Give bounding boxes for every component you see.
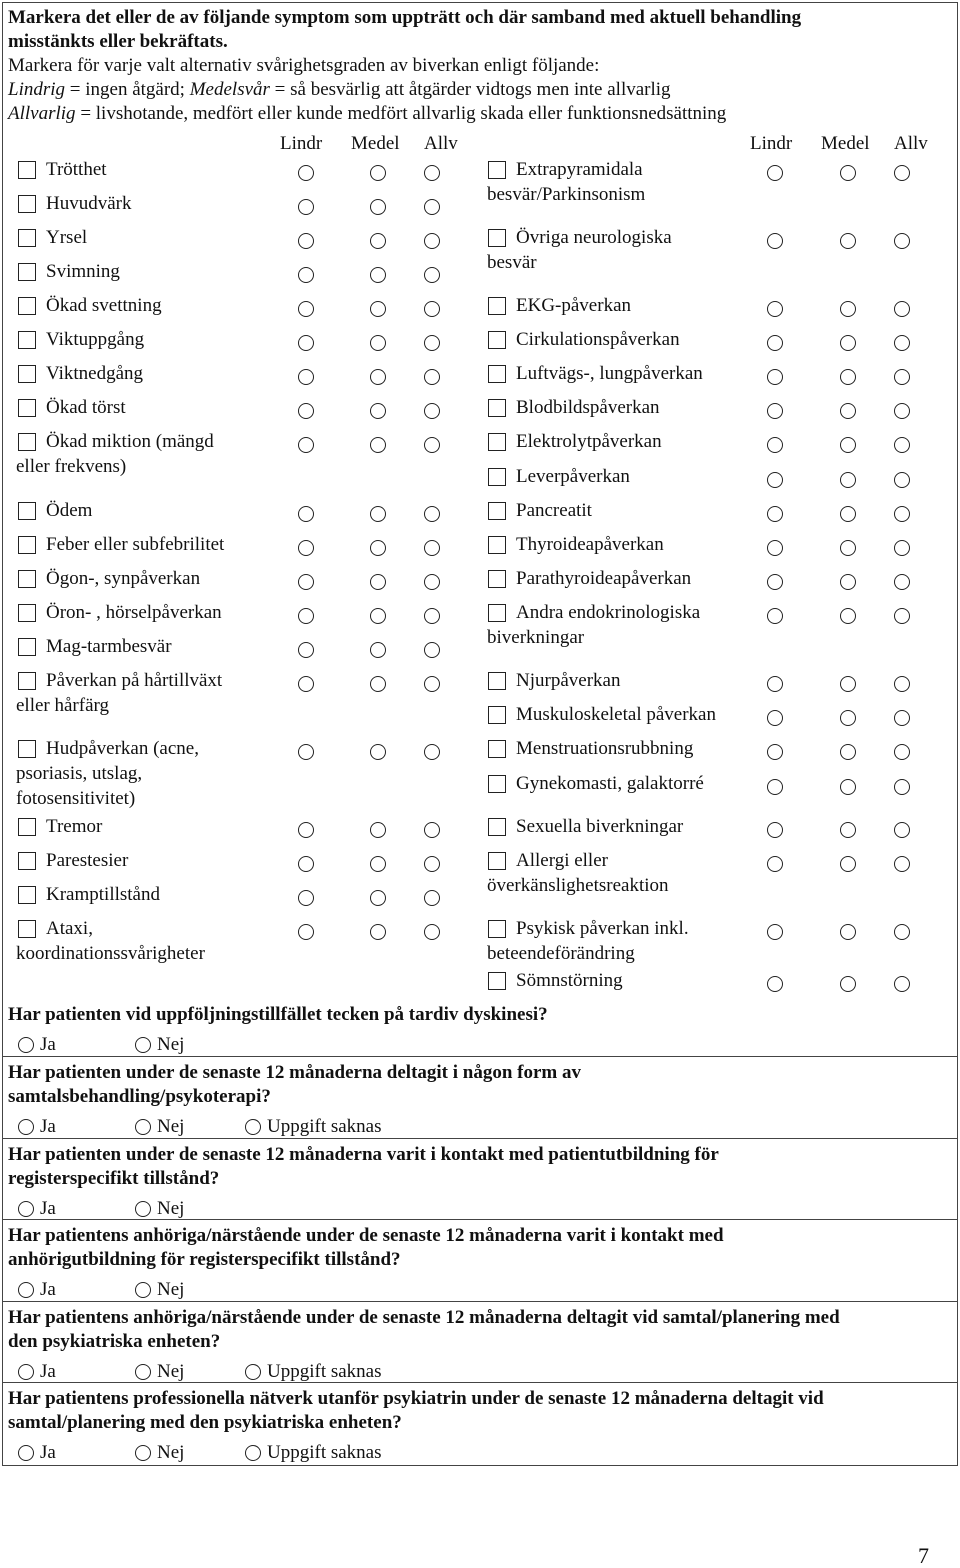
question-text: den psykiatriska enheten? bbox=[8, 1331, 221, 1352]
col-header-medel-left: Medel bbox=[351, 133, 400, 154]
severity-allv-radio[interactable] bbox=[894, 437, 910, 453]
severity-allv-radio[interactable] bbox=[894, 676, 910, 692]
severity-allv-radio[interactable] bbox=[424, 540, 440, 556]
severity-medel-radio[interactable] bbox=[370, 676, 386, 692]
left-symptom-checkbox[interactable] bbox=[18, 297, 36, 315]
answer-radio[interactable] bbox=[135, 1364, 151, 1380]
left-symptom-label: Ökad miktion (mängd bbox=[46, 431, 214, 452]
severity-medel-radio[interactable] bbox=[840, 608, 856, 624]
left-symptom-label: Öron- , hörselpåverkan bbox=[46, 602, 222, 623]
right-symptom-checkbox[interactable] bbox=[488, 536, 506, 554]
severity-allv-radio[interactable] bbox=[894, 924, 910, 940]
right-symptom-checkbox[interactable] bbox=[488, 972, 506, 990]
left-symptom-label: Mag-tarmbesvär bbox=[46, 636, 172, 657]
right-symptom-label: Allergi eller bbox=[516, 850, 608, 871]
severity-medel-radio[interactable] bbox=[840, 437, 856, 453]
severity-allv-radio[interactable] bbox=[894, 301, 910, 317]
severity-allv-radio[interactable] bbox=[424, 267, 440, 283]
severity-medel-radio[interactable] bbox=[370, 233, 386, 249]
right-symptom-label: Luftvägs-, lungpåverkan bbox=[516, 363, 703, 384]
severity-lindr-radio[interactable] bbox=[767, 506, 783, 522]
severity-medel-radio[interactable] bbox=[370, 165, 386, 181]
answer-label: Ja bbox=[40, 1034, 56, 1055]
severity-allv-radio[interactable] bbox=[894, 976, 910, 992]
answer-radio[interactable] bbox=[18, 1364, 34, 1380]
severity-medel-radio[interactable] bbox=[370, 301, 386, 317]
page-number: 7 bbox=[918, 1543, 929, 1568]
severity-medel-radio[interactable] bbox=[840, 301, 856, 317]
answer-radio[interactable] bbox=[18, 1119, 34, 1135]
intro-line-3: Markera för varje valt alternativ svårighetsgraden av biverkan enligt följande: bbox=[8, 55, 600, 76]
right-symptom-checkbox[interactable] bbox=[488, 502, 506, 520]
left-symptom-label: Tremor bbox=[46, 816, 103, 837]
left-symptom-checkbox[interactable] bbox=[18, 638, 36, 656]
right-symptom-checkbox[interactable] bbox=[488, 740, 506, 758]
severity-lindr-radio[interactable] bbox=[767, 676, 783, 692]
severity-medel-radio[interactable] bbox=[840, 822, 856, 838]
left-symptom-label: Viktuppgång bbox=[46, 329, 145, 350]
severity-allv-radio[interactable] bbox=[894, 608, 910, 624]
severity-lindr-radio[interactable] bbox=[298, 233, 314, 249]
severity-medel-radio[interactable] bbox=[840, 165, 856, 181]
severity-medel-radio[interactable] bbox=[840, 779, 856, 795]
severity-lindr-radio[interactable] bbox=[767, 976, 783, 992]
right-symptom-checkbox[interactable] bbox=[488, 331, 506, 349]
severity-medel-radio[interactable] bbox=[370, 199, 386, 215]
right-symptom-label: biverkningar bbox=[487, 627, 585, 648]
severity-lindr-radio[interactable] bbox=[767, 403, 783, 419]
answer-label: Ja bbox=[40, 1361, 56, 1382]
section-divider bbox=[2, 1138, 958, 1139]
right-symptom-label: EKG-påverkan bbox=[516, 295, 632, 316]
severity-lindr-radio[interactable] bbox=[298, 437, 314, 453]
severity-lindr-radio[interactable] bbox=[767, 924, 783, 940]
right-symptom-checkbox[interactable] bbox=[488, 399, 506, 417]
severity-medel-radio[interactable] bbox=[370, 506, 386, 522]
answer-label: Nej bbox=[157, 1034, 185, 1055]
severity-lindr-radio[interactable] bbox=[767, 165, 783, 181]
left-symptom-checkbox[interactable] bbox=[18, 672, 36, 690]
severity-allv-radio[interactable] bbox=[424, 642, 440, 658]
severity-allv-radio[interactable] bbox=[424, 676, 440, 692]
answer-radio[interactable] bbox=[135, 1201, 151, 1217]
left-symptom-label: Viktnedgång bbox=[46, 363, 144, 384]
severity-medel-radio[interactable] bbox=[370, 540, 386, 556]
severity-lindr-radio[interactable] bbox=[767, 744, 783, 760]
severity-medel-radio[interactable] bbox=[370, 608, 386, 624]
severity-allv-radio[interactable] bbox=[894, 744, 910, 760]
severity-medel-radio[interactable] bbox=[370, 267, 386, 283]
right-symptom-label: Njurpåverkan bbox=[516, 670, 621, 691]
answer-radio[interactable] bbox=[135, 1282, 151, 1298]
answer-radio[interactable] bbox=[245, 1445, 261, 1461]
left-symptom-label: Yrsel bbox=[46, 227, 88, 248]
severity-lindr-radio[interactable] bbox=[767, 233, 783, 249]
severity-medel-radio[interactable] bbox=[840, 540, 856, 556]
right-symptom-label: Pancreatit bbox=[516, 500, 592, 521]
right-symptom-checkbox[interactable] bbox=[488, 433, 506, 451]
severity-lindr-radio[interactable] bbox=[767, 335, 783, 351]
severity-lindr-radio[interactable] bbox=[298, 301, 314, 317]
right-symptom-checkbox[interactable] bbox=[488, 570, 506, 588]
answer-radio[interactable] bbox=[245, 1364, 261, 1380]
right-symptom-checkbox[interactable] bbox=[488, 818, 506, 836]
right-symptom-checkbox[interactable] bbox=[488, 365, 506, 383]
left-symptom-label: Ataxi, bbox=[46, 918, 93, 939]
severity-allv-radio[interactable] bbox=[894, 710, 910, 726]
severity-medel-radio[interactable] bbox=[370, 403, 386, 419]
question-text: Har patienten vid uppföljningstillfället tecken på tardiv dyskinesi? bbox=[8, 1004, 548, 1025]
severity-medel-radio[interactable] bbox=[370, 822, 386, 838]
severity-allv-radio[interactable] bbox=[424, 608, 440, 624]
medelsvar-def: = så besvärlig att åtgärder vidtogs men inte allvarlig bbox=[269, 79, 671, 100]
severity-allv-radio[interactable] bbox=[894, 779, 910, 795]
right-symptom-checkbox[interactable] bbox=[488, 229, 506, 247]
right-symptom-label: Andra endokrinologiska bbox=[516, 602, 701, 623]
question-text: Har patientens anhöriga/närstående under de senaste 12 månaderna varit i kontakt med bbox=[8, 1225, 724, 1246]
severity-allv-radio[interactable] bbox=[424, 890, 440, 906]
answer-label: Ja bbox=[40, 1116, 56, 1137]
intro-line-5 bbox=[8, 102, 726, 126]
section-divider bbox=[2, 1301, 958, 1302]
severity-medel-radio[interactable] bbox=[370, 574, 386, 590]
severity-allv-radio[interactable] bbox=[424, 335, 440, 351]
right-symptom-checkbox[interactable] bbox=[488, 706, 506, 724]
allvarlig-def: = livshotande, medfört eller kunde medfört allvarlig skada eller funktionsnedsättning bbox=[75, 103, 727, 124]
col-header-medel-right: Medel bbox=[821, 133, 870, 154]
severity-lindr-radio[interactable] bbox=[298, 856, 314, 872]
left-symptom-label: Feber eller subfebrilitet bbox=[46, 534, 225, 555]
right-symptom-label: Leverpåverkan bbox=[516, 466, 630, 487]
right-symptom-checkbox[interactable] bbox=[488, 852, 506, 870]
answer-label: Nej bbox=[157, 1279, 185, 1300]
right-symptom-label: Övriga neurologiska bbox=[516, 227, 672, 248]
right-symptom-label: Elektrolytpåverkan bbox=[516, 431, 662, 452]
answer-label: Uppgift saknas bbox=[267, 1116, 382, 1137]
right-symptom-label: Parathyroideapåverkan bbox=[516, 568, 692, 589]
severity-lindr-radio[interactable] bbox=[298, 540, 314, 556]
severity-lindr-radio[interactable] bbox=[298, 369, 314, 385]
severity-lindr-radio[interactable] bbox=[767, 779, 783, 795]
severity-allv-radio[interactable] bbox=[894, 472, 910, 488]
answer-radio[interactable] bbox=[245, 1119, 261, 1135]
left-symptom-checkbox[interactable] bbox=[18, 195, 36, 213]
severity-lindr-radio[interactable] bbox=[298, 608, 314, 624]
severity-medel-radio[interactable] bbox=[370, 890, 386, 906]
severity-lindr-radio[interactable] bbox=[298, 335, 314, 351]
right-symptom-checkbox[interactable] bbox=[488, 775, 506, 793]
severity-allv-radio[interactable] bbox=[424, 822, 440, 838]
lindrig-def: = ingen åtgärd; bbox=[65, 79, 190, 100]
left-symptom-label: Ödem bbox=[46, 500, 93, 521]
right-symptom-checkbox[interactable] bbox=[488, 297, 506, 315]
severity-allv-radio[interactable] bbox=[894, 165, 910, 181]
severity-allv-radio[interactable] bbox=[424, 301, 440, 317]
severity-medel-radio[interactable] bbox=[840, 574, 856, 590]
right-symptom-checkbox[interactable] bbox=[488, 161, 506, 179]
answer-radio[interactable] bbox=[135, 1445, 151, 1461]
answer-label: Nej bbox=[157, 1442, 185, 1463]
severity-medel-radio[interactable] bbox=[840, 744, 856, 760]
severity-medel-radio[interactable] bbox=[840, 856, 856, 872]
severity-medel-radio[interactable] bbox=[370, 335, 386, 351]
left-symptom-checkbox[interactable] bbox=[18, 433, 36, 451]
severity-allv-radio[interactable] bbox=[894, 369, 910, 385]
right-symptom-checkbox[interactable] bbox=[488, 468, 506, 486]
left-symptom-checkbox[interactable] bbox=[18, 399, 36, 417]
left-symptom-label: Parestesier bbox=[46, 850, 129, 871]
severity-allv-radio[interactable] bbox=[894, 574, 910, 590]
left-symptom-checkbox[interactable] bbox=[18, 365, 36, 383]
right-symptom-label: beteendeförändring bbox=[487, 943, 635, 964]
left-symptom-label: eller hårfärg bbox=[16, 695, 110, 716]
intro-line-4 bbox=[8, 78, 671, 102]
left-symptom-label: Hudpåverkan (acne, bbox=[46, 738, 199, 759]
left-symptom-label: Trötthet bbox=[46, 159, 107, 180]
left-symptom-checkbox[interactable] bbox=[18, 502, 36, 520]
severity-lindr-radio[interactable] bbox=[298, 165, 314, 181]
left-symptom-checkbox[interactable] bbox=[18, 263, 36, 281]
severity-lindr-radio[interactable] bbox=[767, 856, 783, 872]
left-symptom-label: Ökad törst bbox=[46, 397, 126, 418]
severity-medel-radio[interactable] bbox=[370, 437, 386, 453]
question-text: Har patientens anhöriga/närstående under de senaste 12 månaderna deltagit vid samtal/planering med bbox=[8, 1307, 840, 1328]
severity-allv-radio[interactable] bbox=[894, 856, 910, 872]
right-symptom-label: Blodbildspåverkan bbox=[516, 397, 660, 418]
severity-allv-radio[interactable] bbox=[424, 744, 440, 760]
right-symptom-label: Cirkulationspåverkan bbox=[516, 329, 680, 350]
severity-allv-radio[interactable] bbox=[424, 233, 440, 249]
right-symptom-label: Muskuloskeletal påverkan bbox=[516, 704, 716, 725]
left-symptom-label: fotosensitivitet) bbox=[16, 788, 136, 809]
left-symptom-checkbox[interactable] bbox=[18, 740, 36, 758]
col-header-allv-right: Allv bbox=[894, 133, 928, 154]
severity-lindr-radio[interactable] bbox=[767, 301, 783, 317]
question-text: samtal/planering med den psykiatriska enheten? bbox=[8, 1412, 402, 1433]
severity-lindr-radio[interactable] bbox=[298, 506, 314, 522]
answer-radio[interactable] bbox=[18, 1282, 34, 1298]
left-symptom-checkbox[interactable] bbox=[18, 818, 36, 836]
severity-allv-radio[interactable] bbox=[894, 506, 910, 522]
answer-radio[interactable] bbox=[18, 1037, 34, 1053]
question-text: Har patientens professionella nätverk utanför psykiatrin under de senaste 12 månaderna deltagit vid bbox=[8, 1388, 824, 1409]
severity-lindr-radio[interactable] bbox=[298, 199, 314, 215]
question-text: anhörigutbildning för registerspecifikt tillstånd? bbox=[8, 1249, 401, 1270]
answer-label: Ja bbox=[40, 1442, 56, 1463]
answer-label: Nej bbox=[157, 1361, 185, 1382]
left-symptom-label: Huvudvärk bbox=[46, 193, 132, 214]
severity-medel-radio[interactable] bbox=[370, 642, 386, 658]
severity-allv-radio[interactable] bbox=[424, 199, 440, 215]
left-symptom-checkbox[interactable] bbox=[18, 331, 36, 349]
right-symptom-label: Thyroideapåverkan bbox=[516, 534, 664, 555]
intro-line-2: misstänkts eller bekräftats. bbox=[8, 31, 228, 52]
severity-allv-radio[interactable] bbox=[424, 403, 440, 419]
section-divider bbox=[2, 1056, 958, 1057]
severity-lindr-radio[interactable] bbox=[298, 642, 314, 658]
severity-medel-radio[interactable] bbox=[840, 369, 856, 385]
right-symptom-checkbox[interactable] bbox=[488, 672, 506, 690]
right-symptom-label: Extrapyramidala bbox=[516, 159, 643, 180]
left-symptom-label: Påverkan på hårtillväxt bbox=[46, 670, 223, 691]
severity-medel-radio[interactable] bbox=[370, 924, 386, 940]
left-symptom-checkbox[interactable] bbox=[18, 536, 36, 554]
left-symptom-label: Svimning bbox=[46, 261, 120, 282]
severity-lindr-radio[interactable] bbox=[298, 822, 314, 838]
severity-lindr-radio[interactable] bbox=[298, 890, 314, 906]
left-symptom-label: Kramptillstånd bbox=[46, 884, 160, 905]
col-header-lindr-left: Lindr bbox=[280, 133, 323, 154]
answer-label: Uppgift saknas bbox=[267, 1361, 382, 1382]
right-symptom-label: Sexuella biverkningar bbox=[516, 816, 684, 837]
severity-allv-radio[interactable] bbox=[424, 574, 440, 590]
left-symptom-label: Ökad svettning bbox=[46, 295, 162, 316]
answer-radio[interactable] bbox=[135, 1037, 151, 1053]
severity-medel-radio[interactable] bbox=[840, 403, 856, 419]
left-symptom-label: Ögon-, synpåverkan bbox=[46, 568, 201, 589]
severity-allv-radio[interactable] bbox=[894, 540, 910, 556]
severity-allv-radio[interactable] bbox=[424, 506, 440, 522]
col-header-allv-left: Allv bbox=[424, 133, 458, 154]
severity-lindr-radio[interactable] bbox=[298, 744, 314, 760]
question-text: samtalsbehandling/psykoterapi? bbox=[8, 1086, 271, 1107]
question-text: Har patienten under de senaste 12 månaderna deltagit i någon form av bbox=[8, 1062, 581, 1083]
left-symptom-checkbox[interactable] bbox=[18, 852, 36, 870]
medelsvar-term: Medelsvår bbox=[189, 79, 270, 100]
severity-medel-radio[interactable] bbox=[840, 506, 856, 522]
answer-radio[interactable] bbox=[18, 1445, 34, 1461]
severity-medel-radio[interactable] bbox=[840, 976, 856, 992]
left-symptom-label: psoriasis, utslag, bbox=[16, 763, 143, 784]
right-symptom-label: besvär/Parkinsonism bbox=[487, 184, 646, 205]
answer-label: Nej bbox=[157, 1116, 185, 1137]
answer-radio[interactable] bbox=[18, 1201, 34, 1217]
severity-lindr-radio[interactable] bbox=[767, 540, 783, 556]
right-symptom-label: överkänslighetsreaktion bbox=[487, 875, 669, 896]
severity-allv-radio[interactable] bbox=[894, 403, 910, 419]
severity-lindr-radio[interactable] bbox=[767, 710, 783, 726]
section-divider bbox=[2, 1219, 958, 1220]
left-symptom-checkbox[interactable] bbox=[18, 229, 36, 247]
severity-lindr-radio[interactable] bbox=[298, 676, 314, 692]
severity-medel-radio[interactable] bbox=[840, 710, 856, 726]
left-symptom-checkbox[interactable] bbox=[18, 570, 36, 588]
severity-medel-radio[interactable] bbox=[840, 233, 856, 249]
severity-medel-radio[interactable] bbox=[840, 924, 856, 940]
left-symptom-checkbox[interactable] bbox=[18, 920, 36, 938]
right-symptom-label: Gynekomasti, galaktorré bbox=[516, 773, 704, 794]
right-symptom-label: besvär bbox=[487, 252, 537, 273]
severity-medel-radio[interactable] bbox=[840, 472, 856, 488]
lindrig-term: Lindrig bbox=[8, 79, 66, 100]
right-symptom-checkbox[interactable] bbox=[488, 604, 506, 622]
severity-medel-radio[interactable] bbox=[840, 335, 856, 351]
severity-allv-radio[interactable] bbox=[424, 369, 440, 385]
severity-lindr-radio[interactable] bbox=[767, 822, 783, 838]
left-symptom-label: koordinationssvårigheter bbox=[16, 943, 205, 964]
question-text: Har patienten under de senaste 12 månaderna varit i kontakt med patientutbildning för bbox=[8, 1144, 719, 1165]
severity-allv-radio[interactable] bbox=[894, 233, 910, 249]
severity-allv-radio[interactable] bbox=[424, 165, 440, 181]
answer-label: Ja bbox=[40, 1279, 56, 1300]
severity-lindr-radio[interactable] bbox=[298, 403, 314, 419]
question-text: registerspecifikt tillstånd? bbox=[8, 1168, 220, 1189]
right-symptom-label: Psykisk påverkan inkl. bbox=[516, 918, 689, 939]
left-symptom-checkbox[interactable] bbox=[18, 886, 36, 904]
allvarlig-term: Allvarlig bbox=[8, 103, 76, 124]
severity-lindr-radio[interactable] bbox=[298, 574, 314, 590]
severity-lindr-radio[interactable] bbox=[767, 574, 783, 590]
severity-allv-radio[interactable] bbox=[424, 437, 440, 453]
severity-medel-radio[interactable] bbox=[370, 369, 386, 385]
severity-medel-radio[interactable] bbox=[370, 744, 386, 760]
answer-label: Ja bbox=[40, 1198, 56, 1219]
severity-lindr-radio[interactable] bbox=[767, 437, 783, 453]
severity-allv-radio[interactable] bbox=[894, 335, 910, 351]
answer-label: Nej bbox=[157, 1198, 185, 1219]
left-symptom-label: eller frekvens) bbox=[16, 456, 127, 477]
severity-lindr-radio[interactable] bbox=[767, 608, 783, 624]
severity-lindr-radio[interactable] bbox=[767, 369, 783, 385]
severity-allv-radio[interactable] bbox=[424, 856, 440, 872]
answer-radio[interactable] bbox=[135, 1119, 151, 1135]
severity-lindr-radio[interactable] bbox=[767, 472, 783, 488]
answer-label: Uppgift saknas bbox=[267, 1442, 382, 1463]
left-symptom-checkbox[interactable] bbox=[18, 161, 36, 179]
severity-medel-radio[interactable] bbox=[840, 676, 856, 692]
right-symptom-checkbox[interactable] bbox=[488, 920, 506, 938]
section-divider bbox=[2, 1382, 958, 1383]
col-header-lindr-right: Lindr bbox=[750, 133, 793, 154]
left-symptom-checkbox[interactable] bbox=[18, 604, 36, 622]
severity-allv-radio[interactable] bbox=[424, 924, 440, 940]
right-symptom-label: Menstruationsrubbning bbox=[516, 738, 694, 759]
severity-allv-radio[interactable] bbox=[894, 822, 910, 838]
intro-line-1: Markera det eller de av följande symptom som uppträtt och där samband med aktuell behandling bbox=[8, 7, 802, 28]
severity-lindr-radio[interactable] bbox=[298, 267, 314, 283]
right-symptom-label: Sömnstörning bbox=[516, 970, 623, 991]
severity-medel-radio[interactable] bbox=[370, 856, 386, 872]
severity-lindr-radio[interactable] bbox=[298, 924, 314, 940]
